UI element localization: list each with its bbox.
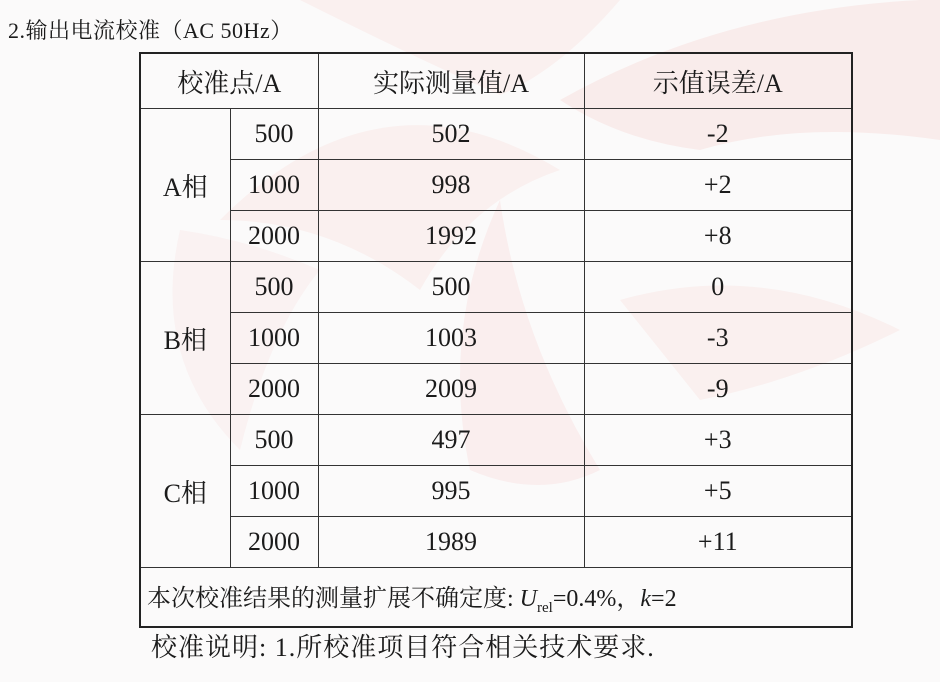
table-row <box>140 211 852 262</box>
table-row <box>140 262 852 313</box>
measured-value-cell: 2009 <box>318 364 584 415</box>
error-cell: +8 <box>584 211 852 262</box>
table-row <box>140 364 852 415</box>
phase-label: B相 <box>140 262 230 415</box>
phase-label: C相 <box>140 415 230 568</box>
uncertainty-symbol: U <box>519 585 538 612</box>
measured-value-cell: 502 <box>318 109 584 160</box>
error-cell: -3 <box>584 313 852 364</box>
measured-value-cell: 998 <box>318 160 584 211</box>
table-row <box>140 517 852 568</box>
uncertainty-subscript: rel <box>537 599 553 616</box>
table-row <box>140 160 852 211</box>
calibration-point-cell: 2000 <box>230 517 318 568</box>
table-row <box>140 313 852 364</box>
error-cell: +3 <box>584 415 852 466</box>
error-cell: -2 <box>584 109 852 160</box>
measured-value-cell: 1003 <box>318 313 584 364</box>
uncertainty-prefix: 本次校准结果的测量扩展不确定度: <box>147 585 520 612</box>
error-cell: +11 <box>584 517 852 568</box>
header-calibration-point: 校准点/A <box>140 53 318 109</box>
header-measured-value: 实际测量值/A <box>318 53 584 109</box>
calibration-point-cell: 1000 <box>230 466 318 517</box>
calibration-point-cell: 500 <box>230 415 318 466</box>
calibration-point-cell: 1000 <box>230 313 318 364</box>
error-cell: +5 <box>584 466 852 517</box>
calibration-note: 校准说明: 1.所校准项目符合相关技术要求. <box>151 633 655 662</box>
measured-value-cell: 500 <box>318 262 584 313</box>
calibration-point-cell: 500 <box>230 109 318 160</box>
calibration-point-cell: 1000 <box>230 160 318 211</box>
error-cell: +2 <box>584 160 852 211</box>
coverage-factor-symbol: k <box>640 585 652 612</box>
table-row <box>140 466 852 517</box>
table-header-row <box>140 53 852 109</box>
uncertainty-value: =0.4%， <box>552 585 641 612</box>
coverage-factor-value: =2 <box>651 585 677 612</box>
uncertainty-row <box>140 568 852 628</box>
measured-value-cell: 995 <box>318 466 584 517</box>
uncertainty-note <box>140 568 852 628</box>
measured-value-cell: 1992 <box>318 211 584 262</box>
measured-value-cell: 1989 <box>318 517 584 568</box>
measured-value-cell: 497 <box>318 415 584 466</box>
section-title: 2.输出电流校准（AC 50Hz） <box>8 18 293 43</box>
calibration-point-cell: 2000 <box>230 364 318 415</box>
calibration-point-cell: 2000 <box>230 211 318 262</box>
phase-label: A相 <box>140 109 230 262</box>
calibration-point-cell: 500 <box>230 262 318 313</box>
error-cell: -9 <box>584 364 852 415</box>
calibration-table <box>139 52 853 628</box>
error-cell: 0 <box>584 262 852 313</box>
table-row <box>140 415 852 466</box>
table-row <box>140 109 852 160</box>
header-indication-error: 示值误差/A <box>584 53 852 109</box>
